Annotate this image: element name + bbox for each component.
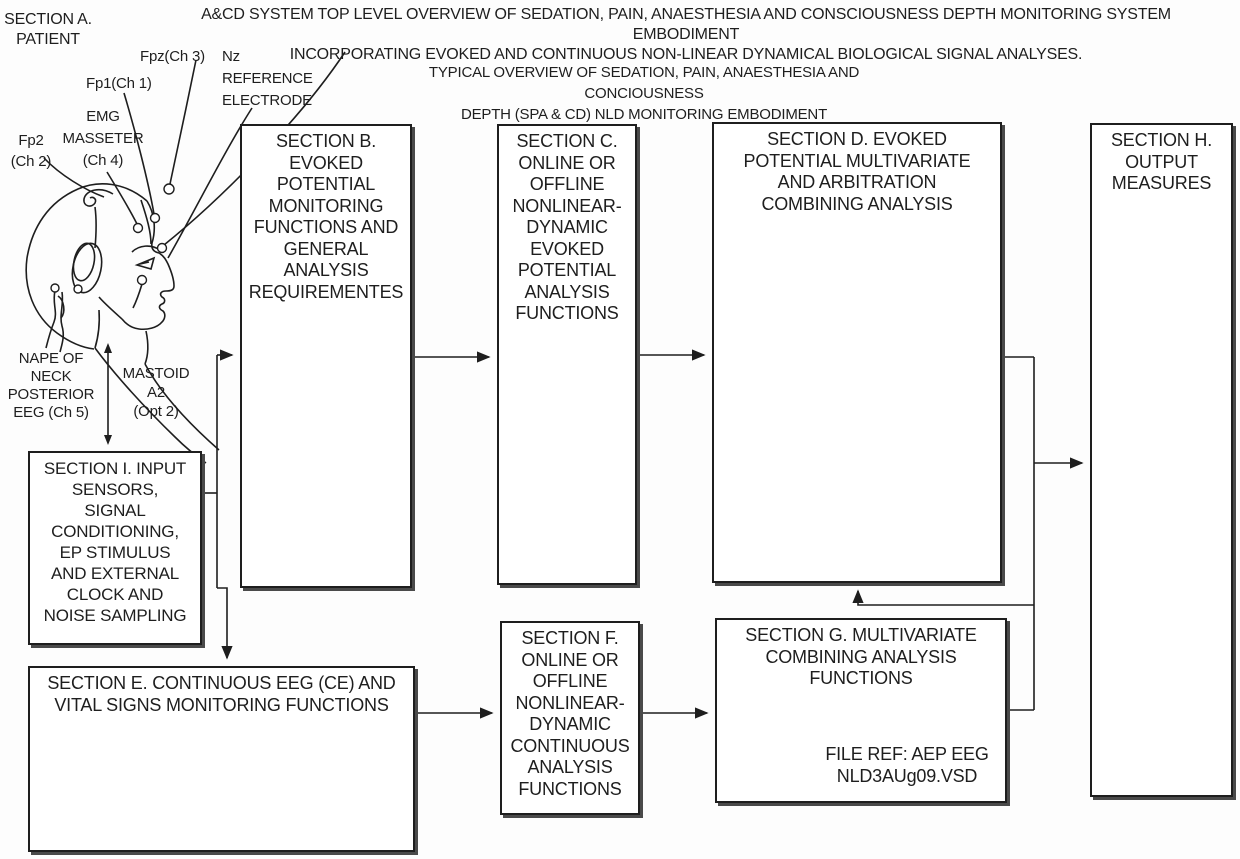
page-title: A&CD SYSTEM TOP LEVEL OVERVIEW OF SEDATION, PAIN, ANAESTHESIA AND CONSCIOUSNESS DEPTH MONITORING SYSTEM EMBODIMENT INCORPORATING EVOKED AND CONTINUOUS NON-LINEAR DYNAMICAL BIOLOGICAL SIGNAL ANALYSES. xyxy=(201,6,1171,63)
electrode-dot-mastoid xyxy=(74,285,82,293)
arrow-bus-to-d xyxy=(858,591,1034,605)
box-section-h xyxy=(1090,123,1233,797)
neck-front xyxy=(145,331,148,364)
neck-back xyxy=(95,310,99,348)
nape-wire-1 xyxy=(46,291,55,348)
face-profile xyxy=(122,201,174,329)
mastoid-arrow-down xyxy=(104,435,112,445)
emg-coil xyxy=(84,190,113,248)
box-section-f-text: SECTION F. ONLINE OR OFFLINE NONLINEAR- DYNAMIC CONTINUOUS ANALYSIS FUNCTIONS xyxy=(510,628,630,799)
label-fpz: Fpz(Ch 3) xyxy=(140,48,205,65)
box-section-i-text: SECTION I. INPUT SENSORS, SIGNAL CONDITIONING, EP STIMULUS AND EXTERNAL CLOCK AND NOISE SAMPLING xyxy=(43,459,187,625)
ear-inner xyxy=(70,241,97,282)
box-section-d-text: SECTION D. EVOKED POTENTIAL MULTIVARIATE AND ARBITRATION COMBINING ANALYSIS xyxy=(743,129,971,214)
page-subtitle: TYPICAL OVERVIEW OF SEDATION, PAIN, ANAESTHESIA AND CONCIOUSNESS DEPTH (SPA & CD) NLD MONITORING EMBODIMENT xyxy=(428,64,860,123)
jaw-line xyxy=(99,297,122,319)
box-section-i xyxy=(28,451,202,645)
electrode-dot-floating xyxy=(164,184,174,194)
wire-emg-lead xyxy=(107,172,137,224)
label-mastoid: MASTOID A2 (Opt 2) xyxy=(122,365,190,420)
box-section-e xyxy=(28,666,415,852)
electrode-dot-crown xyxy=(151,214,160,223)
cheek-line xyxy=(133,284,142,308)
section-a-label: SECTION A. PATIENT xyxy=(4,11,92,48)
arrow-i-to-e xyxy=(217,588,227,658)
box-section-e-text: SECTION E. CONTINUOUS EEG (CE) AND VITAL SIGNS MONITORING FUNCTIONS xyxy=(47,673,396,715)
electrode-dot-nape xyxy=(51,284,59,292)
mastoid-arrow-up xyxy=(104,343,112,353)
wire-fpz-lead xyxy=(170,60,196,184)
label-nape-of-neck: NAPE OF NECK POSTERIOR EEG (Ch 5) xyxy=(7,350,95,421)
box-section-c xyxy=(497,124,637,585)
label-fp1: Fp1(Ch 1) xyxy=(86,75,152,92)
box-section-b xyxy=(240,124,412,588)
box-section-g-text: SECTION G. MULTIVARIATE COMBINING ANALYSIS FUNCTIONS xyxy=(745,625,977,688)
box-section-d xyxy=(712,122,1002,583)
eye-lid-line xyxy=(140,262,149,264)
electrode-dot-brow xyxy=(158,244,167,253)
electrode-dot-cheek xyxy=(138,276,147,285)
box-section-c-text: SECTION C. ONLINE OR OFFLINE NONLINEAR- DYNAMIC EVOKED POTENTIAL ANALYSIS FUNCTIONS xyxy=(512,131,622,323)
box-section-g xyxy=(715,618,1007,803)
label-fp2: Fp2 (Ch 2) xyxy=(10,132,52,170)
box-section-f xyxy=(500,621,640,815)
label-nz-reference: Nz REFERENCE ELECTRODE xyxy=(222,48,313,109)
electrode-dot-forehead xyxy=(134,224,143,233)
box-section-h-text: SECTION H. OUTPUT MEASURES xyxy=(1110,130,1212,193)
file-ref: FILE REF: AEP EEG NLD3AUg09.VSD xyxy=(825,744,989,786)
label-emg-masseter: EMG MASSETER (Ch 4) xyxy=(62,108,144,169)
box-section-b-text: SECTION B. EVOKED POTENTIAL MONITORING FUNCTIONS AND GENERAL ANALYSIS REQUIREMENTES xyxy=(248,131,404,302)
